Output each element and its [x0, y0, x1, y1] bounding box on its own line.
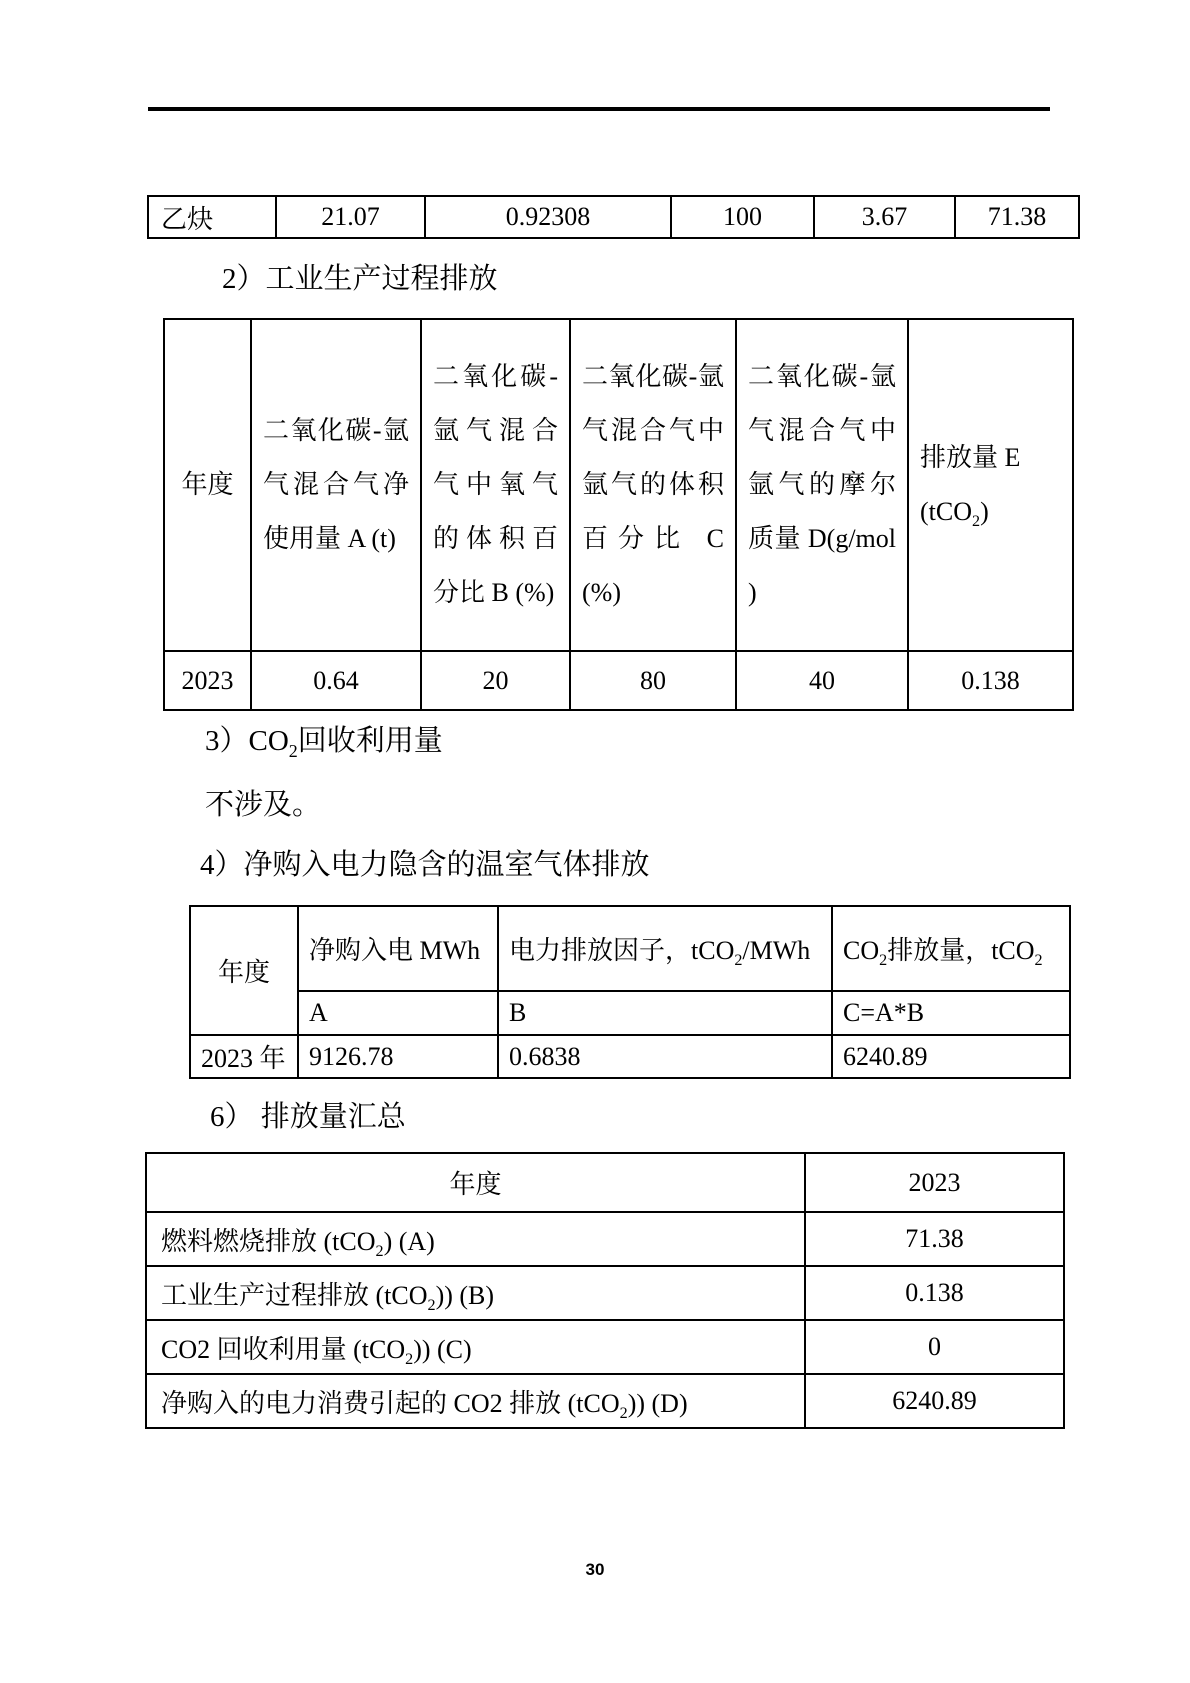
value-cell: 0.6838 — [498, 1035, 832, 1078]
symbol-a-cell: A — [298, 991, 498, 1035]
fuel-value-cell: 100 — [671, 196, 814, 238]
fuel-value-cell: 71.38 — [955, 196, 1079, 238]
purchased-power-header-cell: 净购入电 MWh — [298, 906, 498, 991]
year-cell: 2023 — [164, 651, 251, 710]
symbol-b-cell: B — [498, 991, 832, 1035]
co2-emission-header-cell — [832, 906, 1070, 991]
heading-text: 回收利用量 — [297, 725, 443, 757]
table-header-row — [164, 319, 1073, 651]
emission-unit-suffix: ) — [980, 497, 989, 526]
section-heading-industrial-process: 2）工业生产过程排放 — [222, 263, 498, 295]
label-text: )) (B) — [435, 1280, 495, 1310]
table-row — [146, 1320, 1064, 1374]
header-text: /MWh — [742, 936, 811, 965]
table-row — [146, 1212, 1064, 1266]
value-cell: 80 — [570, 651, 736, 710]
label-text: CO2 回收利用量 (tCO — [161, 1334, 406, 1364]
header-subscript: 2 — [1034, 952, 1043, 970]
summary-value-cell: 6240.89 — [805, 1374, 1064, 1428]
label-text: 净购入的电力消费引起的 CO2 排放 (tCO — [161, 1388, 620, 1418]
label-subscript: 2 — [427, 1296, 436, 1314]
year-value-header-cell: 2023 — [805, 1153, 1064, 1212]
emission-header-line1: 排放量 E — [920, 443, 1021, 472]
ar-percent-header-cell: 二氧化碳-氩气混合气中氩气的体积百分比 C (%) — [570, 319, 736, 651]
summary-value-cell: 71.38 — [805, 1212, 1064, 1266]
table-row — [190, 1035, 1070, 1078]
value-cell: 20 — [421, 651, 570, 710]
emission-factor-header-cell — [498, 906, 832, 991]
section-heading-co2-recovery — [205, 718, 443, 759]
value-cell: 9126.78 — [298, 1035, 498, 1078]
summary-label-cell — [146, 1212, 805, 1266]
emission-unit-prefix: (tCO — [920, 497, 972, 526]
fuel-emission-table — [147, 195, 1080, 239]
section-heading-purchased-electricity: 4）净购入电力隐含的温室气体排放 — [200, 849, 650, 881]
year-header-cell: 年度 — [146, 1153, 805, 1212]
label-text: )) (C) — [413, 1334, 472, 1364]
header-subscript: 2 — [734, 952, 743, 970]
symbol-c-cell: C=A*B — [832, 991, 1070, 1035]
process-emission-table — [163, 318, 1074, 711]
value-cell: 6240.89 — [832, 1035, 1070, 1078]
header-text: 排放量，tCO — [887, 936, 1035, 965]
summary-label-cell — [146, 1320, 805, 1374]
label-text: ) (A) — [383, 1226, 435, 1256]
heading-subscript: 2 — [288, 740, 298, 761]
section-heading-emission-summary: 6） 排放量汇总 — [210, 1101, 406, 1133]
label-text: )) (D) — [627, 1388, 688, 1418]
electricity-emission-table — [189, 905, 1071, 1079]
table-row — [146, 1374, 1064, 1428]
ar-molar-header-cell: 二氧化碳-氩气混合气中氩气的摩尔质量 D(g/mol ) — [736, 319, 908, 651]
heading-text: 3）CO — [205, 725, 289, 757]
header-subscript: 2 — [879, 952, 888, 970]
header-rule — [148, 107, 1050, 111]
table-header-row — [190, 906, 1070, 991]
table-header-row — [146, 1153, 1064, 1212]
year-cell: 2023 年 — [190, 1035, 298, 1078]
emission-unit-subscript: 2 — [972, 513, 981, 531]
label-text: 工业生产过程排放 (tCO — [161, 1280, 428, 1310]
summary-label-cell — [146, 1266, 805, 1320]
table-row — [164, 651, 1073, 710]
header-text: CO — [843, 936, 880, 965]
table-row — [148, 196, 1079, 238]
fuel-value-cell: 21.07 — [276, 196, 425, 238]
summary-value-cell: 0.138 — [805, 1266, 1064, 1320]
emission-summary-table — [145, 1152, 1065, 1429]
label-subscript: 2 — [375, 1242, 384, 1260]
page-number: 30 — [585, 1560, 605, 1579]
value-cell: 40 — [736, 651, 908, 710]
summary-label-cell — [146, 1374, 805, 1428]
summary-value-cell: 0 — [805, 1320, 1064, 1374]
label-subscript: 2 — [619, 1404, 628, 1422]
net-use-header-cell: 二氧化碳-氩气混合气净使用量 A (t) — [251, 319, 421, 651]
year-header-cell: 年度 — [190, 906, 298, 1035]
not-applicable-text: 不涉及。 — [205, 789, 322, 821]
o2-percent-header-cell: 二氧化碳-氩气混合气中氧气的体积百分比 B (%) — [421, 319, 570, 651]
label-text: 燃料燃烧排放 (tCO — [161, 1226, 376, 1256]
value-cell: 0.64 — [251, 651, 421, 710]
table-subheader-row — [190, 991, 1070, 1035]
header-text: 电力排放因子，tCO — [509, 936, 735, 965]
emission-header-line2 — [920, 485, 1061, 539]
fuel-value-cell: 0.92308 — [425, 196, 671, 238]
fuel-name-cell: 乙炔 — [148, 196, 276, 238]
value-cell: 0.138 — [908, 651, 1073, 710]
emission-header-cell — [908, 319, 1073, 651]
label-subscript: 2 — [405, 1350, 414, 1368]
year-header-cell: 年度 — [164, 319, 251, 651]
table-row — [146, 1266, 1064, 1320]
fuel-value-cell: 3.67 — [814, 196, 955, 238]
